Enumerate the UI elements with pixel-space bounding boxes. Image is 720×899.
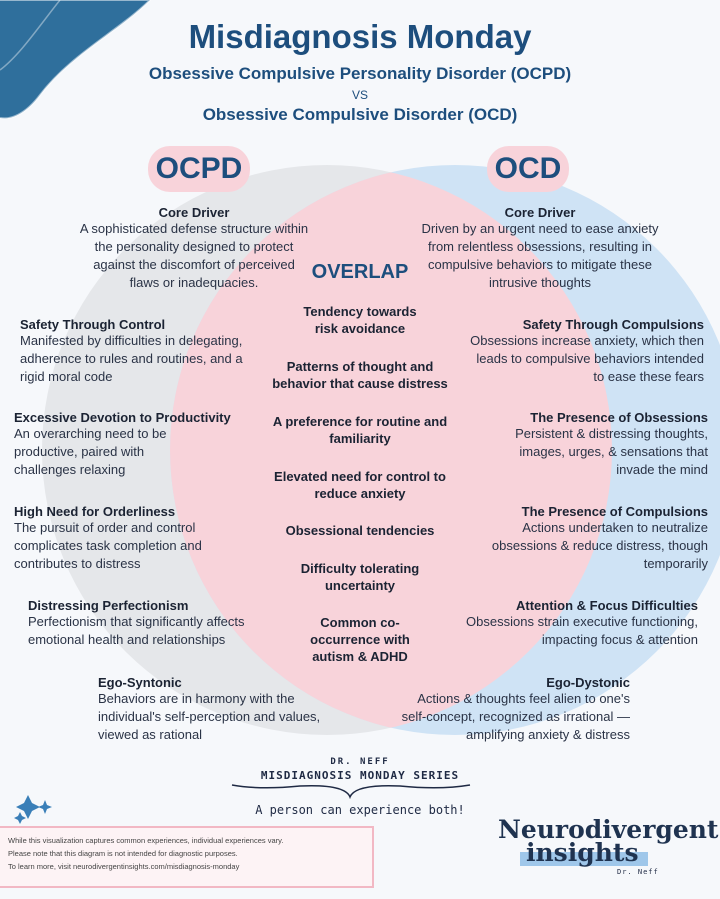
ocd-ego-dystonic <box>396 675 630 744</box>
disclaimer-box <box>0 826 374 888</box>
vs-label: VS <box>351 88 368 102</box>
item-heading: The Presence of Compulsions <box>521 504 708 519</box>
item-text: Obsessions strain executive functioning, impacting focus & attention <box>466 614 698 647</box>
ocd-label: OCD <box>487 146 569 192</box>
ocpd-orderliness <box>14 504 246 573</box>
item-text: A sophisticated defense structure within the personality designed to protect against the discomfort of perceived flaws or inadequacies. <box>79 221 309 290</box>
item-heading: Core Driver <box>504 205 576 220</box>
item-text: Persistent & distressing thoughts, images, urges, & sensations that invade the mind <box>515 426 708 477</box>
item-heading: Safety Through Compulsions <box>522 317 704 332</box>
item-text: Driven by an urgent need to ease anxiety from relentless obsessions, resulting in compulsive behaviors to mitigate these intrusive thoughts <box>421 221 659 290</box>
item-heading: Attention & Focus Difficulties <box>516 598 698 613</box>
item-heading: High Need for Orderliness <box>14 504 176 519</box>
item-heading: Distressing Perfectionism <box>28 598 189 613</box>
overlap-item: Elevated need for control to reduce anxiety <box>274 469 446 501</box>
ocpd-label: OCPD <box>148 146 250 192</box>
series-tagline: A person can experience both! <box>255 803 465 817</box>
item-text: Obsessions increase anxiety, which then leads to compulsive behaviors intended to ease these fears <box>470 333 704 384</box>
ocd-safety <box>470 317 704 386</box>
item-heading: Ego-Syntonic <box>98 675 182 690</box>
logo-insights: insights <box>526 838 639 867</box>
item-heading: Excessive Devotion to Productivity <box>14 410 231 425</box>
item-heading: The Presence of Obsessions <box>530 410 708 425</box>
overlap-item: Tendency towards risk avoidance <box>303 304 417 336</box>
overlap-item: Obsessional tendencies <box>285 523 435 538</box>
disclaimer-line: Please note that this diagram is not intended for diagnostic purposes. <box>8 849 238 858</box>
ocpd-ego-syntonic <box>98 675 338 744</box>
disclaimer-line: To learn more, visit neurodivergentinsights.com/misdiagnosis-monday <box>8 862 240 871</box>
item-text: Actions undertaken to neutralize obsessions & reduce distress, though temporarily <box>491 520 708 571</box>
sparkle-icon <box>14 795 52 824</box>
overlap-item: A preference for routine and familiarity <box>272 414 448 446</box>
item-text: Manifested by difficulties in delegating, adherence to rules and routines, and a rigid moral code <box>20 333 243 384</box>
ocd-compulsions <box>480 504 708 573</box>
ocd-core-driver <box>420 205 660 292</box>
item-text: Actions & thoughts feel alien to one's self-concept, recognized as irrational — amplifying anxiety & distress <box>401 691 630 742</box>
page-title: Misdiagnosis Monday <box>188 18 532 55</box>
series-author: DR. NEFF <box>330 757 390 767</box>
subtitle-ocpd: Obsessive Compulsive Personality Disorder (OCPD) <box>148 64 572 83</box>
series-name: MISDIAGNOSIS MONDAY SERIES <box>260 769 460 782</box>
logo-neurodivergent: Neurodivergent <box>498 815 719 844</box>
disclaimer-line: While this visualization captures common experiences, individual experiences vary. <box>8 836 284 845</box>
overlap-item: Patterns of thought and behavior that cause distress <box>272 359 448 391</box>
item-text: An overarching need to be productive, paired with challenges relaxing <box>14 426 167 477</box>
ocd-attention <box>440 598 698 649</box>
item-text: Perfectionism that significantly affects emotional health and relationships <box>28 614 245 647</box>
item-heading: Ego-Dystonic <box>546 675 630 690</box>
overlap-item: Difficulty tolerating uncertainty <box>300 561 420 593</box>
overlap-title: OVERLAP <box>311 261 409 283</box>
ocpd-productivity <box>14 410 254 479</box>
item-heading: Safety Through Control <box>20 317 166 332</box>
overlap-item: Common co-occurrence with autism & ADHD <box>310 615 410 664</box>
ocpd-safety <box>20 317 252 386</box>
subtitle-ocd: Obsessive Compulsive Disorder (OCD) <box>202 105 518 124</box>
item-text: The pursuit of order and control complicates task completion and contributes to distress <box>14 520 202 571</box>
item-heading: Core Driver <box>158 205 230 220</box>
series-bracket <box>232 785 470 797</box>
ocd-obsessions <box>490 410 708 479</box>
item-text: Behaviors are in harmony with the individual's self-perception and values, viewed as rational <box>98 691 321 742</box>
ocpd-core-driver <box>78 205 310 292</box>
ocpd-perfectionism <box>28 598 263 649</box>
logo-byline: Dr. Neff <box>617 868 659 876</box>
